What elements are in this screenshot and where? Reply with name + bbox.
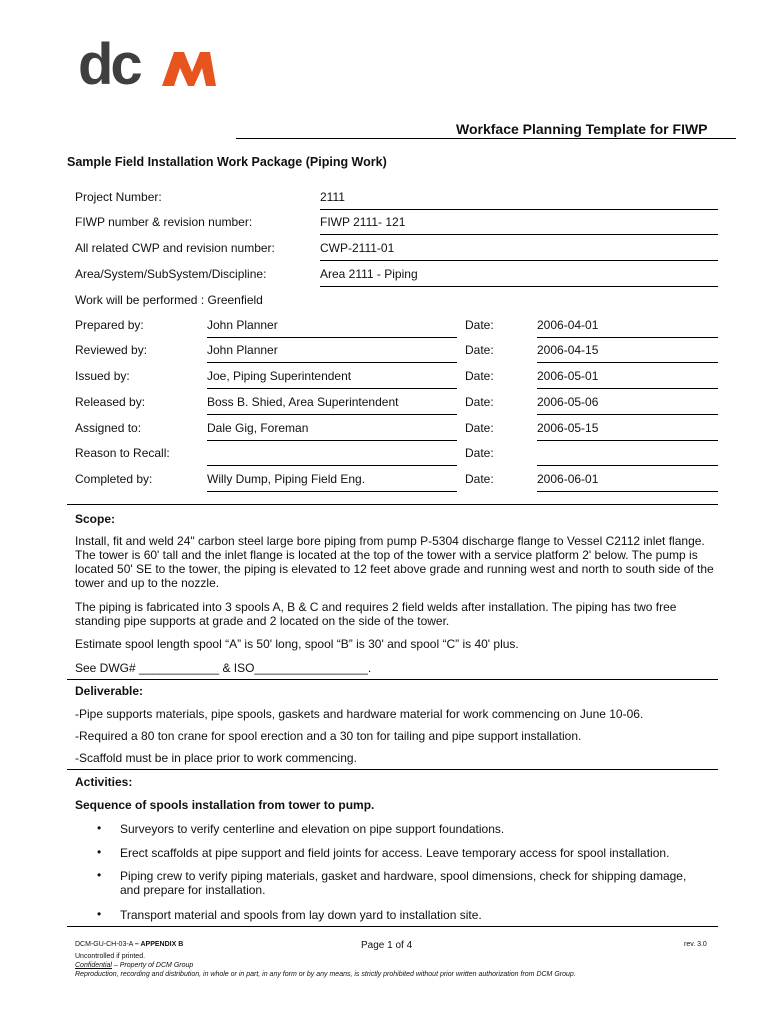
signoff-label: Completed by: — [75, 472, 153, 486]
revision: rev. 3.0 — [684, 941, 707, 948]
page-number: Page 1 of 4 — [361, 940, 413, 951]
signoff-date-label: Date: — [465, 369, 494, 383]
scope-paragraph: Install, fit and weld 24" carbon steel large bore piping from pump P-5304 discharge flange to Vessel C2112 inlet flange. The tower is 60' tall and the inlet flange is located at the top of the tower with a service platform 2' below. The pump is located 50' SE to the tower, the piping is elevated to 12 feet above grade and running west and north to south side of the tower and up to the nozzle. — [75, 534, 714, 590]
signoff-name — [207, 446, 457, 466]
project-number-label: Project Number: — [75, 190, 162, 204]
doc-id: DCM-GU-CH-03-A — [75, 941, 133, 948]
signoff-name: Joe, Piping Superintendent — [207, 369, 457, 389]
dcm-logo — [78, 40, 218, 90]
activity-item: Surveyors to verify centerline and elevation on pipe support foundations. — [120, 822, 505, 836]
signoff-date-label: Date: — [465, 395, 494, 409]
title-rule — [236, 138, 736, 139]
signoff-name: John Planner — [207, 343, 457, 363]
signoff-date: 2006-05-06 — [537, 395, 718, 415]
signoff-name: Dale Gig, Foreman — [207, 421, 457, 441]
area-discipline-label: Area/System/SubSystem/Discipline: — [75, 267, 267, 281]
section-rule — [67, 769, 718, 770]
deliverable-item: -Required a 80 ton crane for spool erection and a 30 ton for tailing and pipe support installation. — [75, 729, 582, 743]
footer-rule — [67, 926, 718, 927]
fiwp-number-value: FIWP 2111- 121 — [320, 215, 718, 235]
section-rule — [67, 679, 718, 680]
svg-text:dc: dc — [78, 40, 140, 90]
signoff-name: Boss B. Shied, Area Superintendent — [207, 395, 457, 415]
signoff-date-label: Date: — [465, 472, 494, 486]
logo-graphic — [78, 40, 218, 90]
signoff-label: Reviewed by: — [75, 343, 148, 357]
signoff-date-label: Date: — [465, 446, 494, 460]
package-subtitle: Sample Field Installation Work Package (Piping Work) — [67, 155, 387, 169]
confidential-rest: – Property of DCM Group — [111, 962, 194, 969]
signoff-label: Released by: — [75, 395, 146, 409]
signoff-date: 2006-05-15 — [537, 421, 718, 441]
scope-paragraph: The piping is fabricated into 3 spools A, B & C and requires 2 field welds after installation. The piping has two free standing pipe supports at grade and 2 located on the side of the tower. — [75, 600, 677, 628]
deliverable-item: -Pipe supports materials, pipe spools, gaskets and hardware material for work commencing on June 10-06. — [75, 707, 644, 721]
signoff-name: John Planner — [207, 318, 457, 338]
cwp-number-value: CWP-2111-01 — [320, 241, 718, 261]
bullet-icon: • — [97, 821, 102, 835]
confidential-word: Confidential — [75, 962, 112, 969]
signoff-label: Assigned to: — [75, 421, 142, 435]
scope-heading: Scope: — [75, 512, 116, 526]
activity-item: Erect scaffolds at pipe support and field joints for access. Leave temporary access for spool installation. — [120, 846, 670, 860]
signoff-date: 2006-05-01 — [537, 369, 718, 389]
work-performed: Work will be performed : Greenfield — [75, 293, 263, 307]
signoff-date: 2006-04-15 — [537, 343, 718, 363]
fiwp-number-label: FIWP number & revision number: — [75, 215, 253, 229]
activities-subheading: Sequence of spools installation from tower to pump. — [75, 798, 375, 812]
footer-doc-id — [75, 941, 183, 950]
deliverable-heading: Deliverable: — [75, 684, 144, 698]
signoff-label: Reason to Recall: — [75, 446, 170, 460]
signoff-date — [537, 446, 718, 466]
signoff-date-label: Date: — [465, 343, 494, 357]
signoff-date-label: Date: — [465, 421, 494, 435]
signoff-date-label: Date: — [465, 318, 494, 332]
appendix-label: – APPENDIX B — [134, 941, 184, 948]
uncontrolled-note: Uncontrolled if printed. — [75, 953, 146, 960]
project-number-value: 2111 — [320, 190, 718, 210]
area-discipline-value: Area 2111 - Piping — [320, 267, 718, 287]
deliverable-item: -Scaffold must be in place prior to work commencing. — [75, 751, 357, 765]
signoff-date: 2006-06-01 — [537, 472, 718, 492]
reproduction-note: Reproduction, recording and distribution, in whole or in part, in any form or by any means, is strictly prohibited without prior written authorization from DCM Group. — [75, 971, 576, 978]
bullet-icon: • — [97, 845, 102, 859]
activities-heading: Activities: — [75, 775, 133, 789]
activity-item: Piping crew to verify piping materials, gasket and hardware, spool dimensions, check for shipping damage, and prepare for installation. — [120, 869, 687, 897]
bullet-icon: • — [97, 868, 102, 882]
bullet-icon: • — [97, 907, 102, 921]
confidential-note — [75, 962, 193, 971]
scope-paragraph: Estimate spool length spool “A” is 50' long, spool “B” is 30' and spool “C” is 40' plus. — [75, 637, 519, 651]
cwp-number-label: All related CWP and revision number: — [75, 241, 275, 255]
signoff-name: Willy Dump, Piping Field Eng. — [207, 472, 457, 492]
signoff-label: Issued by: — [75, 369, 130, 383]
section-rule — [67, 504, 718, 505]
document-title: Workface Planning Template for FIWP — [456, 121, 708, 137]
drawing-reference: See DWG# ____________ & ISO_________________. — [75, 661, 372, 675]
signoff-label: Prepared by: — [75, 318, 144, 332]
signoff-date: 2006-04-01 — [537, 318, 718, 338]
activity-item: Transport material and spools from lay down yard to installation site. — [120, 908, 482, 922]
